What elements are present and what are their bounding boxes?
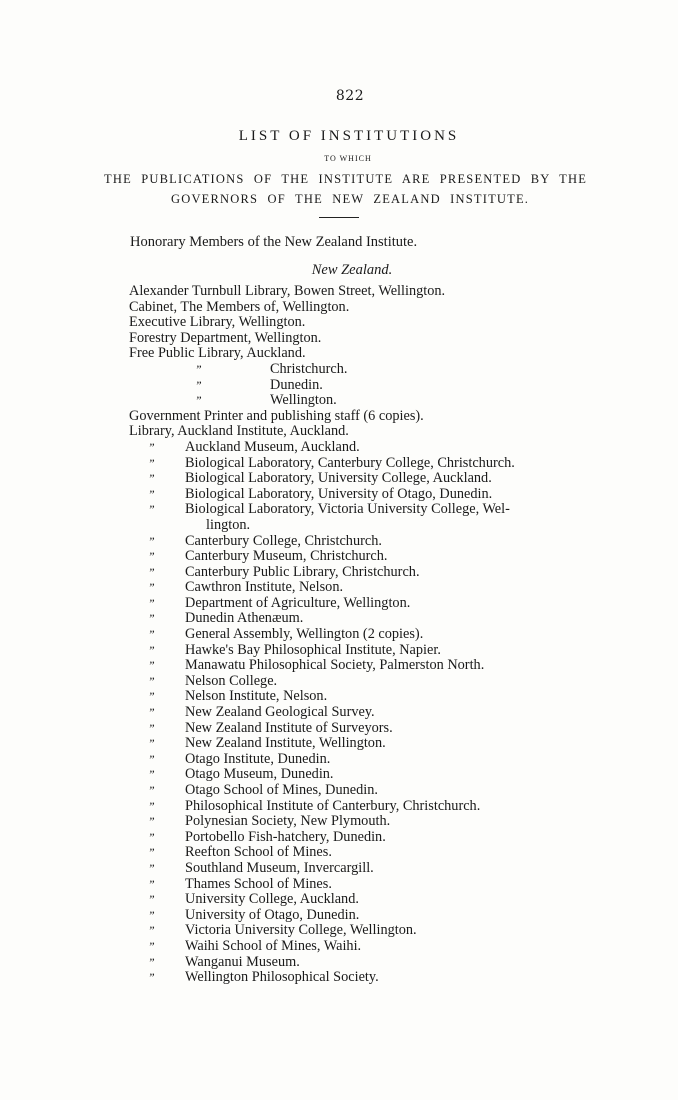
entry-text: Biological Laboratory, University College, Auckland. xyxy=(185,470,492,487)
entry-text: New Zealand Institute, Wellington. xyxy=(185,735,386,752)
list-item xyxy=(0,861,678,877)
list-item xyxy=(0,331,678,347)
ditto-mark: ” xyxy=(148,970,155,985)
ditto-mark: ” xyxy=(148,954,155,969)
entry-text: Philosophical Institute of Canterbury, Christchurch. xyxy=(185,797,481,814)
entry-text: Canterbury Museum, Christchurch. xyxy=(185,548,388,565)
entry-text: Alexander Turnbull Library, Bowen Street, Wellington. xyxy=(129,283,446,299)
ditto-mark: ” xyxy=(148,814,155,829)
entry-text: lington. xyxy=(206,516,251,533)
list-item xyxy=(0,393,678,409)
list-item xyxy=(0,814,678,830)
ditto-mark: ” xyxy=(148,923,155,938)
list-item xyxy=(0,705,678,721)
ditto-mark: ” xyxy=(148,471,155,486)
list-item xyxy=(0,736,678,752)
list-item xyxy=(0,908,678,924)
entry-text: Hawke's Bay Philosophical Institute, Napier. xyxy=(185,641,441,658)
list-item xyxy=(0,955,678,971)
ditto-mark: ” xyxy=(148,736,155,751)
list-item xyxy=(0,627,678,643)
list-item xyxy=(0,674,678,690)
list-item xyxy=(0,783,678,799)
entry-text: Otago Museum, Dunedin. xyxy=(185,766,334,783)
ditto-mark: ” xyxy=(148,892,155,907)
list-item xyxy=(0,580,678,596)
list-item xyxy=(0,643,678,659)
entry-text: Government Printer and publishing staff (6 copies). xyxy=(129,407,424,424)
ditto-mark: ” xyxy=(148,938,155,953)
page-title: LIST OF INSTITUTIONS xyxy=(238,128,460,144)
ditto-mark: ” xyxy=(148,611,155,626)
entry-text: Auckland Museum, Auckland. xyxy=(185,438,360,455)
list-item xyxy=(0,284,678,300)
ditto-mark: ” xyxy=(148,845,155,860)
entry-text: Dunedin Athenæum. xyxy=(185,610,304,627)
ditto-mark: ” xyxy=(148,455,155,470)
ditto-mark: ” xyxy=(148,580,155,595)
ditto-mark: ” xyxy=(148,595,155,610)
ditto-mark: ” xyxy=(148,751,155,766)
entry-text: Canterbury Public Library, Christchurch. xyxy=(185,563,420,580)
list-item xyxy=(0,315,678,331)
entry-text: Nelson College. xyxy=(185,672,278,689)
entry-text: Executive Library, Wellington. xyxy=(129,314,306,331)
ditto-mark: ” xyxy=(148,627,155,642)
entry-text: Canterbury College, Christchurch. xyxy=(185,532,382,549)
region-heading: New Zealand. xyxy=(311,262,393,278)
list-item xyxy=(0,892,678,908)
list-item xyxy=(0,752,678,768)
subtitle-line-2: GOVERNORS OF THE NEW ZEALAND INSTITUTE. xyxy=(171,192,530,206)
ditto-mark: ” xyxy=(148,798,155,813)
ditto-mark: ” xyxy=(148,720,155,735)
entry-text: Southland Museum, Invercargill. xyxy=(185,859,374,876)
list-item xyxy=(0,487,678,503)
divider-rule xyxy=(319,217,359,218)
ditto-mark: ” xyxy=(148,907,155,922)
entry-text: University of Otago, Dunedin. xyxy=(185,906,360,923)
list-item xyxy=(0,596,678,612)
list-item xyxy=(0,471,678,487)
entry-text: Library, Auckland Institute, Auckland. xyxy=(129,423,349,440)
entry-text: Dunedin. xyxy=(270,376,323,393)
entry-text: Biological Laboratory, Canterbury College, Christchurch. xyxy=(185,454,515,471)
entry-text: University College, Auckland. xyxy=(185,891,359,908)
list-item xyxy=(0,424,678,440)
entry-text: Thames School of Mines. xyxy=(185,875,332,892)
list-item xyxy=(0,456,678,472)
ditto-mark: ” xyxy=(148,876,155,891)
list-item xyxy=(0,440,678,456)
ditto-mark: ” xyxy=(148,829,155,844)
list-item xyxy=(0,799,678,815)
entry-text: Department of Agriculture, Wellington. xyxy=(185,594,411,611)
entry-text: Otago Institute, Dunedin. xyxy=(185,750,331,767)
entry-text: Polynesian Society, New Plymouth. xyxy=(185,813,391,830)
entry-text: Biological Laboratory, Victoria University College, Wel- xyxy=(185,501,510,518)
list-item xyxy=(0,346,678,362)
ditto-mark: ” xyxy=(148,658,155,673)
ditto-mark: ” xyxy=(195,377,202,392)
entry-text: General Assembly, Wellington (2 copies). xyxy=(185,626,424,643)
entry-text: Reefton School of Mines. xyxy=(185,844,332,861)
entry-text: New Zealand Institute of Surveyors. xyxy=(185,719,393,736)
to-which-caption: TO WHICH xyxy=(324,154,372,163)
list-item-continuation xyxy=(0,518,678,534)
ditto-mark: ” xyxy=(148,705,155,720)
ditto-mark: ” xyxy=(148,486,155,501)
entry-text: Free Public Library, Auckland. xyxy=(129,345,306,362)
list-item xyxy=(0,611,678,627)
entry-text: New Zealand Geological Survey. xyxy=(185,704,375,721)
list-item xyxy=(0,378,678,394)
list-item xyxy=(0,767,678,783)
entry-text: Wellington Philosophical Society. xyxy=(185,969,379,986)
entry-text: Wellington. xyxy=(270,392,337,409)
list-item xyxy=(0,970,678,986)
ditto-mark: ” xyxy=(195,393,202,408)
entry-text: Wanganui Museum. xyxy=(185,953,300,970)
entry-text: Nelson Institute, Nelson. xyxy=(185,688,328,705)
ditto-mark: ” xyxy=(148,860,155,875)
list-item xyxy=(0,549,678,565)
ditto-mark: ” xyxy=(148,549,155,564)
list-item xyxy=(0,689,678,705)
ditto-mark: ” xyxy=(195,361,202,376)
subtitle-line-1: THE PUBLICATIONS OF THE INSTITUTE ARE PRESENTED BY THE xyxy=(104,172,588,186)
entry-text: Biological Laboratory, University of Otago, Dunedin. xyxy=(185,485,493,502)
honorary-heading: Honorary Members of the New Zealand Institute. xyxy=(130,234,418,250)
ditto-mark: ” xyxy=(148,689,155,704)
entry-text: Forestry Department, Wellington. xyxy=(129,329,322,346)
list-item xyxy=(0,658,678,674)
list-item xyxy=(0,300,678,316)
page-number: 822 xyxy=(335,88,365,104)
entry-text: Waihi School of Mines, Waihi. xyxy=(185,937,362,954)
institution-list xyxy=(0,284,678,986)
ditto-mark: ” xyxy=(148,642,155,657)
list-item xyxy=(0,877,678,893)
entry-text: Cabinet, The Members of, Wellington. xyxy=(129,298,350,315)
list-item xyxy=(0,923,678,939)
entry-text: Portobello Fish-hatchery, Dunedin. xyxy=(185,828,386,845)
list-item xyxy=(0,565,678,581)
ditto-mark: ” xyxy=(148,439,155,454)
ditto-mark: ” xyxy=(148,673,155,688)
list-item xyxy=(0,534,678,550)
list-item xyxy=(0,409,678,425)
entry-text: Christchurch. xyxy=(270,360,348,377)
ditto-mark: ” xyxy=(148,767,155,782)
list-item xyxy=(0,845,678,861)
list-item xyxy=(0,362,678,378)
list-item xyxy=(0,502,678,518)
list-item xyxy=(0,939,678,955)
entry-text: Victoria University College, Wellington. xyxy=(185,922,417,939)
ditto-mark: ” xyxy=(148,502,155,517)
list-item xyxy=(0,721,678,737)
entry-text: Cawthron Institute, Nelson. xyxy=(185,579,344,596)
ditto-mark: ” xyxy=(148,564,155,579)
entry-text: Manawatu Philosophical Society, Palmerston North. xyxy=(185,657,485,674)
list-item xyxy=(0,830,678,846)
entry-text: Otago School of Mines, Dunedin. xyxy=(185,782,378,798)
ditto-mark: ” xyxy=(148,783,155,797)
ditto-mark: ” xyxy=(148,533,155,548)
